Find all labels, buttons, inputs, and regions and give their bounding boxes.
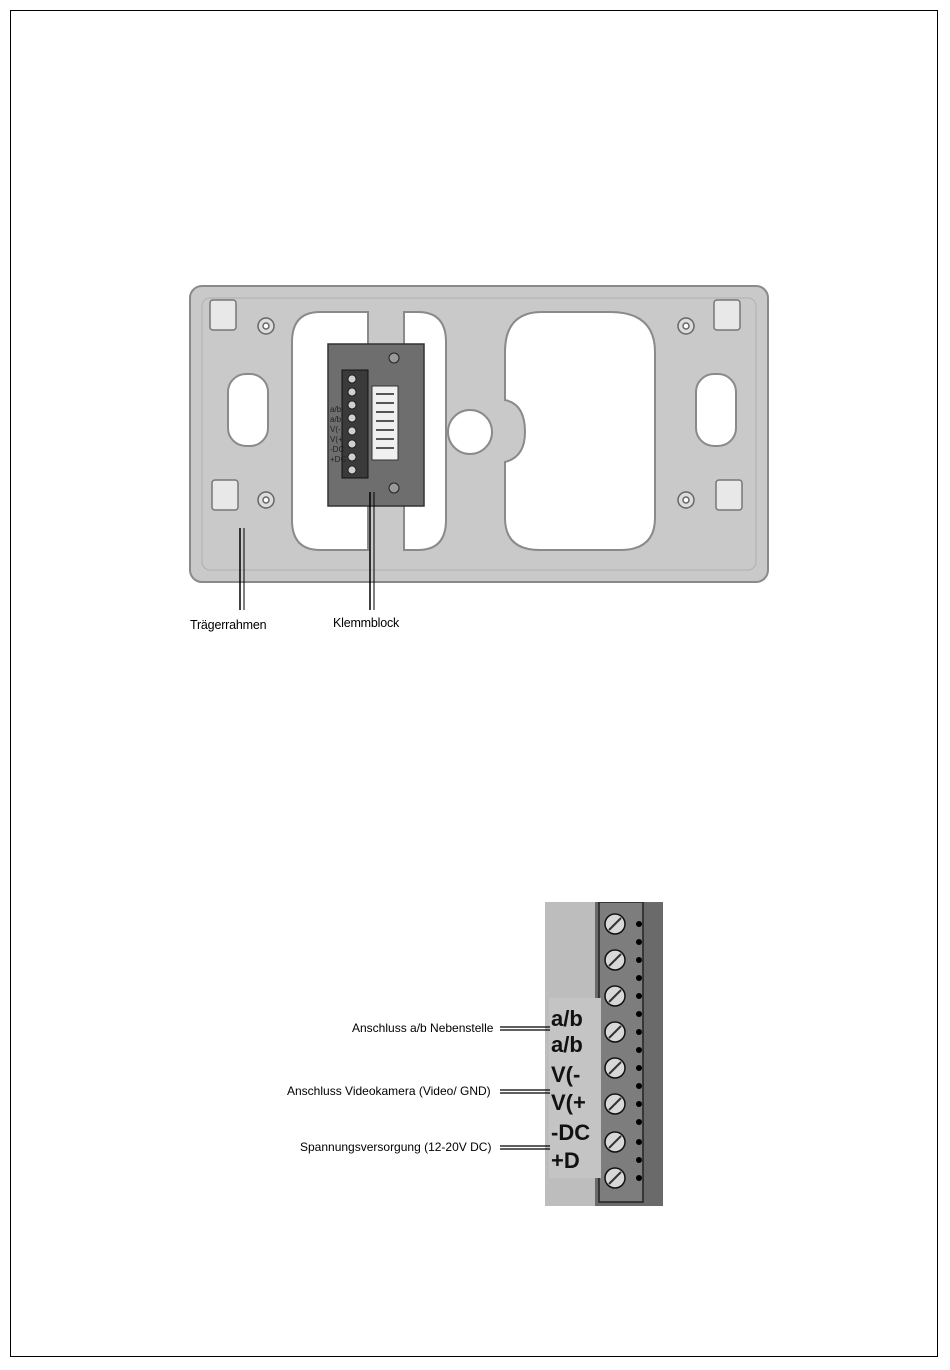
terminal-label-0: a/b bbox=[551, 1006, 583, 1031]
right-cutout bbox=[505, 312, 655, 550]
callout-spannungsversorgung: Spannungsversorgung (12-20V DC) bbox=[300, 1140, 492, 1154]
block-label-3: V(+ bbox=[330, 435, 343, 444]
clip-bottom-left bbox=[212, 480, 238, 510]
right-slot bbox=[696, 374, 736, 446]
callout-videokamera: Anschluss Videokamera (Video/ GND) bbox=[287, 1084, 491, 1098]
caption-traegerrahmen: Trägerrahmen bbox=[190, 618, 267, 632]
terminal-closeup-photo bbox=[545, 902, 663, 1206]
clip-bottom-right bbox=[716, 480, 742, 510]
block-label-4: -DC bbox=[330, 445, 345, 454]
clip-top-left bbox=[210, 300, 236, 330]
page-border bbox=[10, 10, 938, 1357]
block-label-5: +DC bbox=[330, 455, 347, 464]
left-slot bbox=[228, 374, 268, 446]
caption-klemmblock: Klemmblock bbox=[333, 616, 400, 630]
block-label-2: V(- bbox=[330, 425, 341, 434]
block-label-0: a/b bbox=[330, 405, 342, 414]
callout-ab-nebenstelle: Anschluss a/b Nebenstelle bbox=[352, 1021, 494, 1035]
center-hole bbox=[448, 410, 492, 454]
mounting-frame-photo bbox=[180, 282, 780, 622]
terminal-label-4: -DC bbox=[551, 1120, 591, 1145]
clip-top-right bbox=[714, 300, 740, 330]
terminal-label-1: a/b bbox=[551, 1032, 583, 1057]
block-label-1: a/b bbox=[330, 415, 342, 424]
terminal-label-3: V(+ bbox=[551, 1090, 586, 1115]
callout-leaders bbox=[498, 1020, 558, 1160]
terminal-label-5: +D bbox=[551, 1148, 580, 1173]
terminal-label-2: V(- bbox=[551, 1062, 581, 1087]
